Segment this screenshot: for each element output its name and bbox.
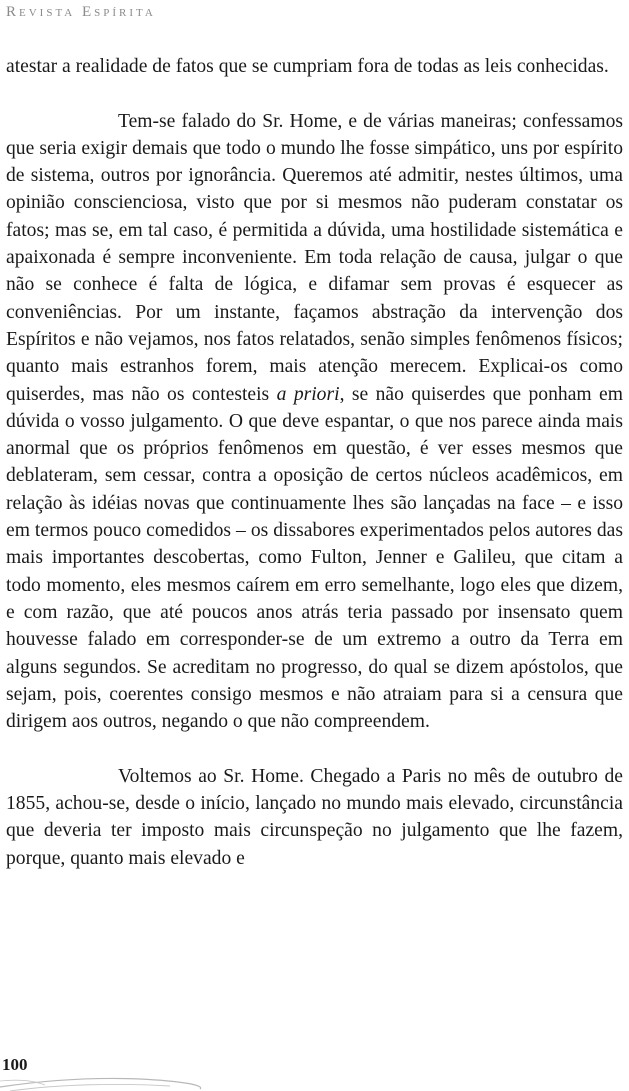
- paragraph-1: atestar a realidade de fatos que se cumpriam fora de todas as leis conhecidas.: [6, 56, 609, 77]
- page-footer: [0, 1051, 629, 1091]
- page-text: [6, 53, 623, 872]
- paragraph-2-part-1: Tem-se falado do Sr. Home, e de várias maneiras; confessamos que seria exigir demais que todo o mundo lhe fosse simpático, uns por espírito de sistema, outros por ignorância. Queremos até admitir, nestes últimos, uma opinião conscienciosa, visto que por si mesmos não puderam constatar os fatos; mas se, em tal caso, é permitida a dúvida, uma hostilidade sistemática e apaixonada é sempre inconveniente. Em toda relação de causa, julgar o que não se conhece é falta de lógica, e difamar sem provas é esquecer as conveniências. Por um instante, façamos abstração da intervenção dos Espíritos e não vejamos, nos fatos relatados, senão simples fenômenos físicos; quanto mais estranhos forem, mais atenção merecem. Explicai-os como quiserdes, mas não os contesteis: [6, 110, 623, 405]
- running-head: Revista Espírita: [6, 4, 156, 20]
- swirl-ornament-icon: [0, 1051, 260, 1091]
- page-number: 100: [2, 1055, 28, 1074]
- paragraph-2: [6, 108, 623, 736]
- paragraph-2-part-2: , se não quiserdes que ponham em dúvida o vosso julgamento. O que deve espantar, o que nos parece ainda mais anormal que os próprios fenômenos em questão, é ver esses mesmos que deblateram, sem cessar, contra a oposição de certos núcleos acadêmicos, em relação às idéias novas que continuamente lhes são lançadas na face – e isso em termos pouco comedidos – os dissabores experimentados pelos autores das mais importantes descobertas, como Fulton, Jenner e Galileu, que citam a todo momento, eles mesmos caírem em erro semelhante, logo eles que dizem, e com razão, que até poucos anos atrás teria passado por insensato quem houvesse falado em corresponder-se de um extremo a outro da Terra em alguns segundos. Se acreditam no progresso, do qual se dizem apóstolos, que sejam, pois, coerentes consigo mesmos e não atraiam para si a censura que dirigem aos outros, negando o que não compreendem.: [6, 383, 623, 733]
- paragraph-3: Voltemos ao Sr. Home. Chegado a Paris no mês de outubro de 1855, achou-se, desde o início, lançado no mundo mais elevado, circunstância que deveria ter imposto mais circunspeção no julgamento que lhe fazem, porque, quanto mais elevado e: [6, 765, 623, 869]
- italic-a-priori: a priori: [276, 383, 340, 405]
